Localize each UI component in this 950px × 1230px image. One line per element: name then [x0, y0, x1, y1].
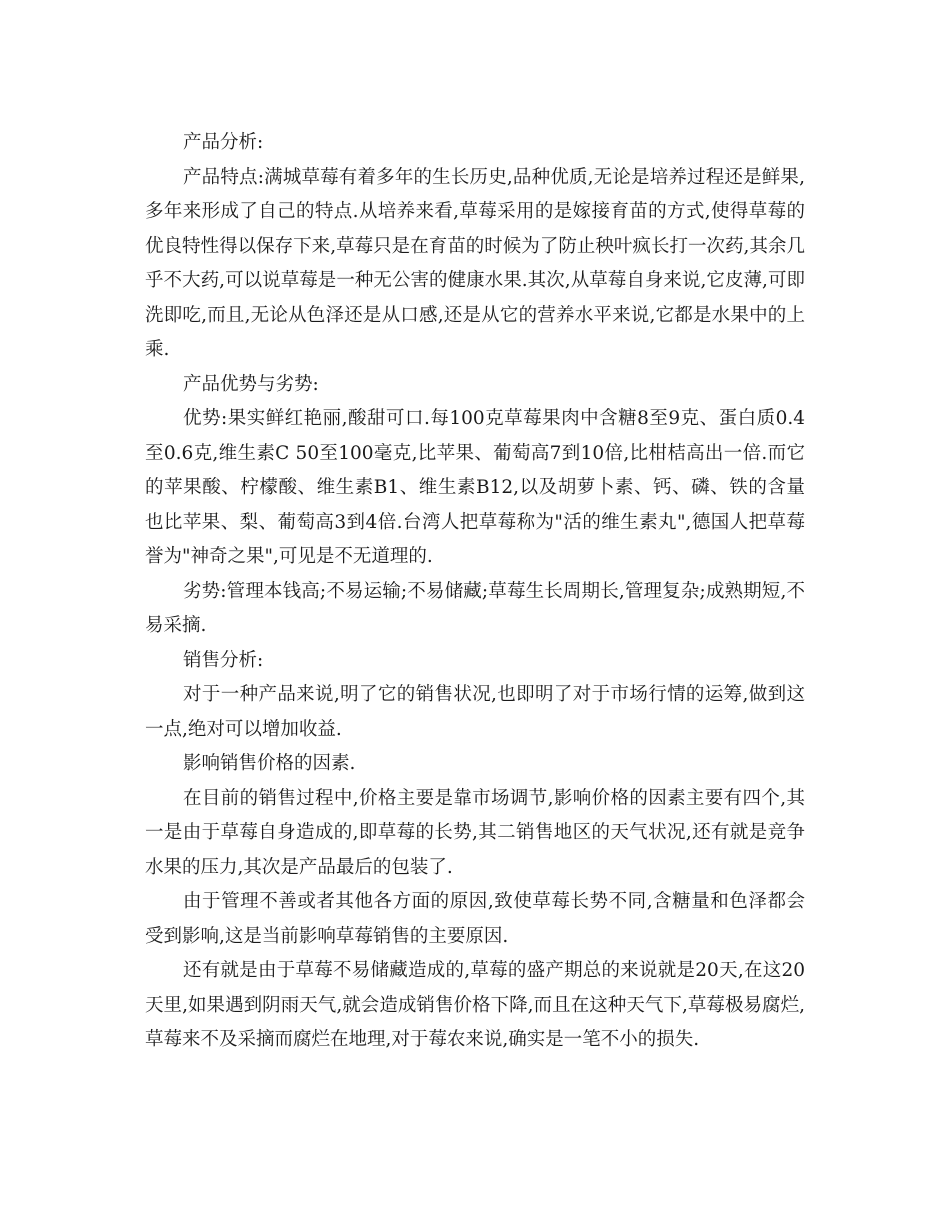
heading-strengths-weaknesses: 产品优势与劣势: — [183, 373, 319, 395]
paragraph-storage: 还有就是由于草莓不易储藏造成的,草莓的盛产期总的来说就是20天,在这20天里,如果遇到阴雨天气,就会造成销售价格下降,而且在这种天气下,草莓极易腐烂,草莓来不及采摘而腐烂在地理,对于莓农来说,确实是一笔不小的损失. — [145, 960, 805, 1050]
paragraph-price-factors: 在目前的销售过程中,价格主要是靠市场调节,影响价格的因素主要有四个,其一是由于草莓自身造成的,即草莓的长势,其二销售地区的天气状况,还有就是竞争水果的压力,其次是产品最后的包装了. — [145, 787, 805, 878]
paragraph-strengths: 优势:果实鲜红艳丽,酸甜可口.每100克草莓果肉中含糖8至9克、蛋白质0.4至0.6克,维生素C 50至100毫克,比苹果、葡萄高7到10倍,比柑桔高出一倍.而它的苹果酸、柠檬酸、维生素B1、维生素B12,以及胡萝卜素、钙、磷、铁的含量也比苹果、梨、葡萄高3到4倍.台湾人把草莓称为"活的维生素丸",德国人把草莓誉为"神奇之果",可见是不无道理的. — [145, 408, 805, 567]
document-body — [145, 126, 805, 1058]
heading-price-factors: 影响销售价格的因素. — [183, 753, 356, 774]
paragraph-product-features: 产品特点:满城草莓有着多年的生长历史,品种优质,无论是培养过程还是鲜果,多年来形成了自己的特点.从培养来看,草莓采用的是嫁接育苗的方式,使得草莓的优良特性得以保存下来,草莓只是在育苗的时候为了防止秧叶疯长打一次药,其余几乎不大药,可以说草莓是一种无公害的健康水果.其次,从草莓自身来说,它皮薄,可即洗即吃,而且,无论从色泽还是从口感,还是从它的营养水平来说,它都是水果中的上乘. — [145, 166, 805, 360]
paragraph-management: 由于管理不善或者其他各方面的原因,致使草莓长势不同,含糖量和色泽都会受到影响,这是当前影响草莓销售的主要原因. — [145, 891, 805, 947]
heading-sales-analysis: 销售分析: — [183, 649, 264, 671]
paragraph-weaknesses: 劣势:管理本钱高;不易运输;不易储藏;草莓生长周期长,管理复杂;成熟期短,不易采摘. — [145, 580, 805, 636]
paragraph-sales-intro: 对于一种产品来说,明了它的销售状况,也即明了对于市场行情的运筹,做到这一点,绝对可以增加收益. — [145, 684, 805, 740]
heading-product-analysis: 产品分析: — [183, 132, 264, 153]
